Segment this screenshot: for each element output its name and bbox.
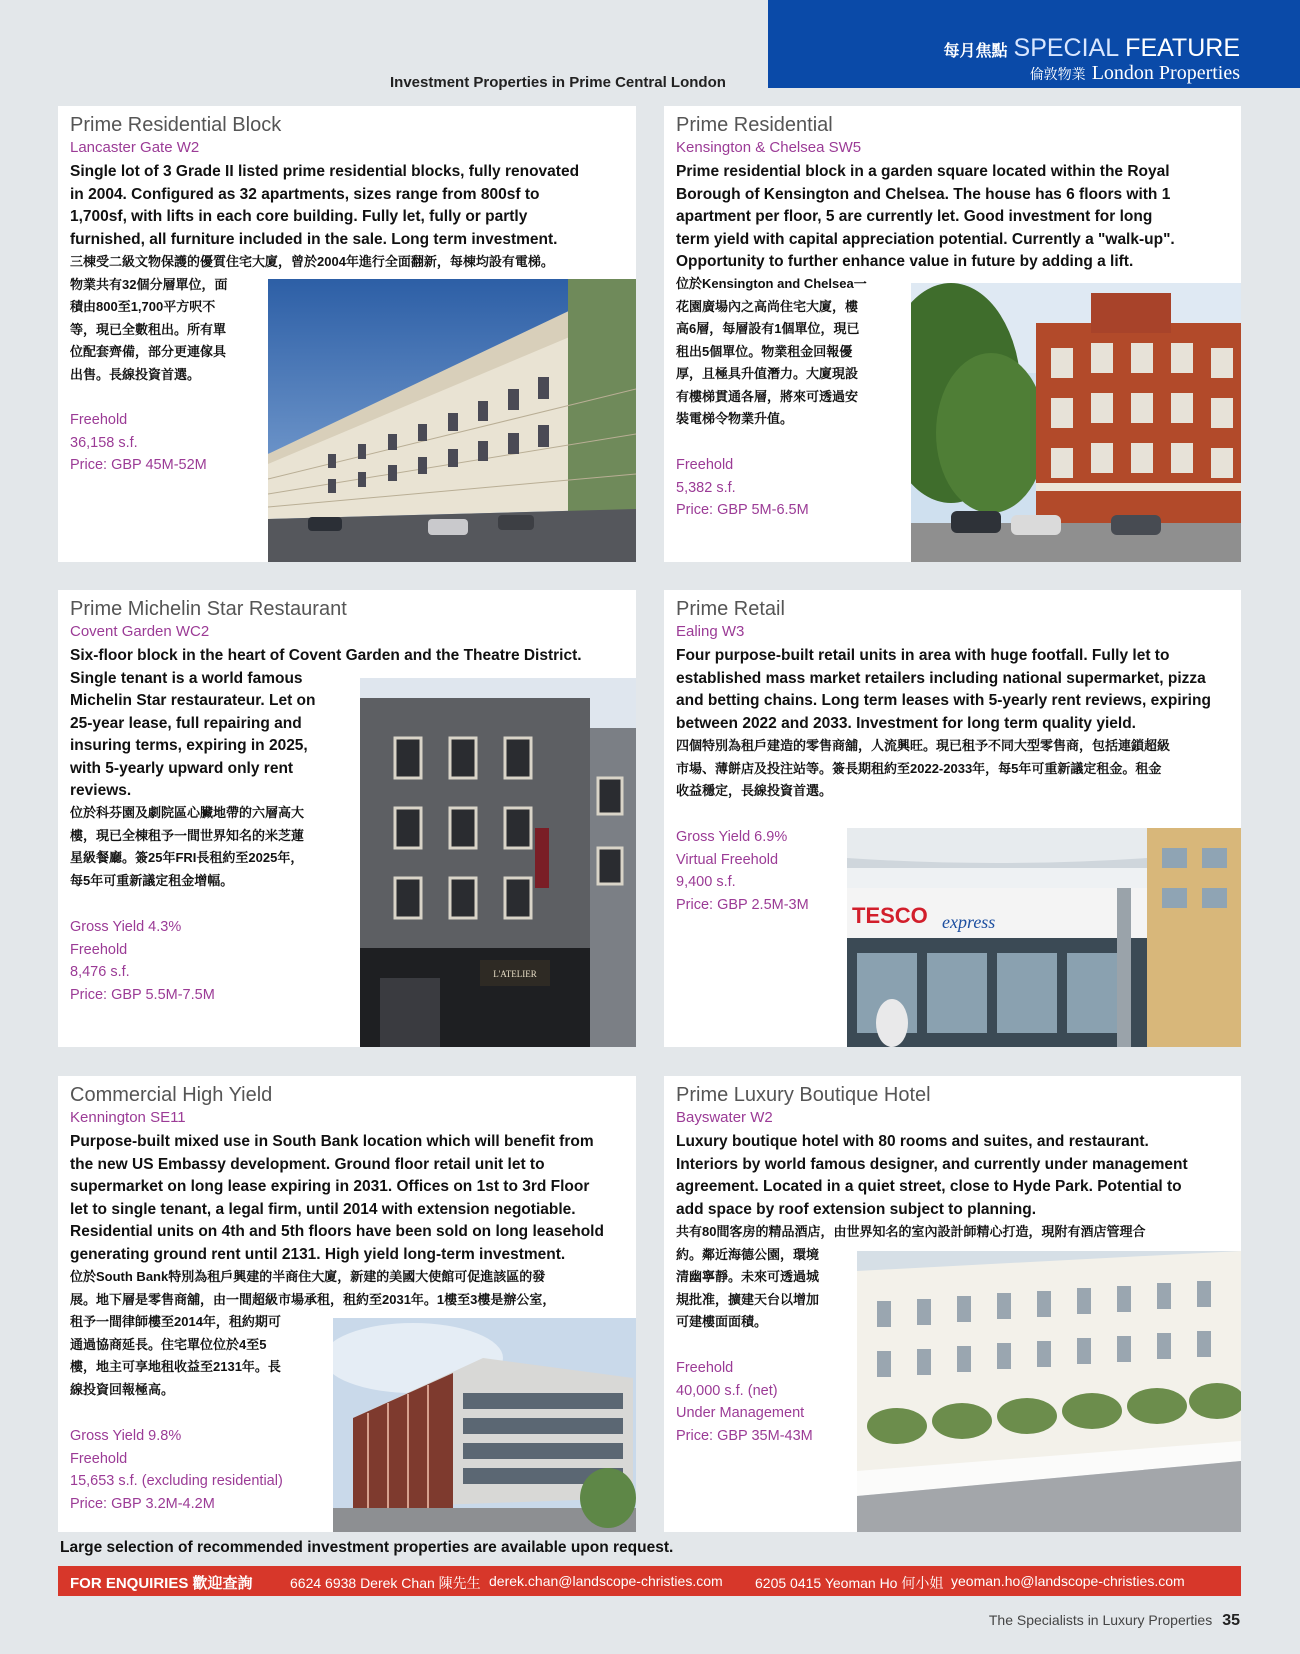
- property-description: Luxury boutique hotel with 80 rooms and suites, and restaurant. Interiors by world famous designer, and currently under management agreement. Located in a quiet street, close to Hyde Park. Potential to add space by roof extension subject to planning.: [676, 1133, 1188, 1218]
- contact-yeoman-phone[interactable]: 6205 0415 Yeoman Ho 何小姐: [755, 1575, 944, 1591]
- property-location: Covent Garden WC2: [70, 623, 210, 640]
- tagline: The Specialists in Luxury Properties: [988, 1612, 1213, 1628]
- enquiry-label: FOR ENQUIRIES 歡迎查詢: [70, 1575, 253, 1592]
- property-facts: Gross Yield 4.3% Freehold 8,476 s.f. Price: GBP 5.5M-7.5M: [70, 919, 215, 1003]
- property-description: Single lot of 3 Grade II listed prime residential blocks, fully renovated in 2004. Configured as 32 apartments, sizes range from 800sf to 1,700sf, with lifts in each core building. Fully let, fully or partly furnished, all furniture included in the sale. Long term investment.: [70, 163, 580, 248]
- tesco-sign: TESCO: [852, 903, 928, 928]
- property-facts: Freehold 5,382 s.f. Price: GBP 5M-6.5M: [676, 457, 809, 518]
- page-footer: [989, 1612, 1240, 1630]
- property-description: Six-floor block in the heart of Covent Garden and the Theatre District. Single tenant is a world famous Michelin Star restaurateur. Let on 25-year lease, full repairing and insuring terms, expiring in 2025, with 5-yearly upward only rent reviews.: [70, 647, 582, 799]
- property-description-zh: 三棟受二級文物保護的優質住宅大廈，曾於2004年進行全面翻新，每棟均設有電梯。 物業共有32個分層單位，面 積由800至1,700平方呎不 等，現已全數租出。所有單 位配套齊備，部分更連傢具 出售。長線投資首選。: [70, 254, 554, 382]
- property-card-kensington-chelsea: [664, 106, 1241, 562]
- property-description-zh: 共有80間客房的精品酒店，由世界知名的室內設計師精心打造，現附有酒店管理合 約。鄰近海德公園，環境 清幽寧靜。未來可透過城 規批准，擴建天台以增加 可建樓面面積。: [676, 1224, 1146, 1329]
- property-card-kennington: [58, 1076, 636, 1532]
- property-title: Prime Residential: [676, 114, 833, 136]
- tesco-express-sign: express: [942, 912, 996, 932]
- header-section-zh: 倫敦物業: [1029, 66, 1086, 82]
- restaurant-sign: L'ATELIER: [493, 969, 537, 979]
- property-photo-terrace: [268, 279, 636, 562]
- page-number: 35: [1222, 1612, 1240, 1629]
- property-photo-mixed-use: [333, 1318, 636, 1532]
- property-title: Prime Residential Block: [70, 114, 282, 136]
- property-description-zh: 位於South Bank特別為租戶興建的半商住大廈，新建的美國大使館可促進該區的發 展。地下層是零售商舖，由一間超級市場承租，租約至2031年。1樓至3樓是辦公室， 租予一間律師樓至2014年，租約期可 通過協商延長。住宅單位位於4至5 樓，地主可享地租收益至2131年。長 線投資回報極高。: [70, 1269, 556, 1397]
- property-facts: Gross Yield 6.9% Virtual Freehold 9,400 s.f. Price: GBP 2.5M-3M: [676, 829, 809, 913]
- property-title: Commercial High Yield: [70, 1084, 273, 1106]
- contact-derek-email[interactable]: derek.chan@landscope-christies.com: [489, 1573, 723, 1589]
- property-facts: Freehold 36,158 s.f. Price: GBP 45M-52M: [70, 412, 207, 473]
- header-section-en: London Properties: [1091, 62, 1240, 84]
- property-location: Kennington SE11: [70, 1109, 186, 1126]
- property-description: Purpose-built mixed use in South Bank location which will benefit from the new US Embassy development. Ground floor retail unit let to supermarket on long lease expiring in 2031. Offices on 1st to 3rd Floor let to single tenant, a legal firm, until 2014 with extension negotiable. Residential units on 4th and 5th floors have been sold on long leasehold generating ground rent until 2131. High yield long-term investment.: [70, 1133, 604, 1263]
- header-feature: FEATURE: [1125, 34, 1240, 62]
- header-special-feature: [944, 34, 1240, 63]
- property-location: Lancaster Gate W2: [70, 139, 200, 156]
- property-photo-redbrick: [911, 283, 1241, 562]
- header-band: [768, 0, 1300, 88]
- property-photo-restaurant: [360, 678, 636, 1047]
- property-card-bayswater: [664, 1076, 1241, 1532]
- property-card-covent-garden: [58, 590, 636, 1047]
- header-special: SPECIAL: [1013, 34, 1119, 62]
- property-description: Prime residential block in a garden square located within the Royal Borough of Kensington and Chelsea. The house has 6 floors with 1 apartment per floor, 5 are currently let. Good investment for long term yield with capital appreciation potential. Currently a "walk-up". Opportunity to further enhance value in future by adding a lift.: [676, 163, 1175, 270]
- property-photo-retail: [847, 828, 1241, 1047]
- contact-derek-phone[interactable]: 6624 6938 Derek Chan 陳先生: [290, 1575, 481, 1591]
- property-card-ealing: [664, 590, 1241, 1047]
- property-facts: Freehold 40,000 s.f. (net) Under Management Price: GBP 35M-43M: [676, 1360, 813, 1444]
- contact-yeoman-email[interactable]: yeoman.ho@landscope-christies.com: [951, 1573, 1185, 1589]
- property-description-zh: 位於科芬園及劇院區心臟地帶的六層高大 樓，現已全棟租予一間世界知名的米芝蓮 星級餐廳。簽25年FRI長租約至2025年， 每5年可重新議定租金增幅。: [70, 805, 305, 888]
- property-title: Prime Retail: [676, 598, 785, 620]
- property-location: Ealing W3: [676, 623, 745, 640]
- property-location: Bayswater W2: [676, 1109, 773, 1126]
- property-title: Prime Luxury Boutique Hotel: [676, 1084, 931, 1106]
- enquiry-bar: [58, 1566, 1241, 1596]
- property-card-lancaster-gate: [58, 106, 636, 562]
- property-description-zh: 四個特別為租戶建造的零售商舖，人流興旺。現已租予不同大型零售商，包括連鎖超級 市場、薄餅店及投注站等。簽長期租約至2022-2033年，每5年可重新議定租金。租金 收益穩定，長線投資首選。: [676, 738, 1171, 798]
- header-section: [1030, 62, 1240, 85]
- property-photo-hotel: [857, 1251, 1241, 1532]
- property-title: Prime Michelin Star Restaurant: [70, 598, 347, 620]
- page-subtitle: Investment Properties in Prime Central London: [390, 74, 726, 91]
- footer-note: Large selection of recommended investment properties are available upon request.: [60, 1539, 674, 1556]
- property-description-zh: 位於Kensington and Chelsea一 花園廣場內之高尚住宅大廈，樓 高6層，每層設有1個單位，現已 租出5個單位。物業租金回報優 厚，且極具升值潛力。大廈現設 有樓梯貫通各層，將來可透過安 裝電梯令物業升值。: [676, 276, 867, 426]
- property-location: Kensington & Chelsea SW5: [676, 139, 862, 156]
- property-facts: Gross Yield 9.8% Freehold 15,653 s.f. (excluding residential) Price: GBP 3.2M-4.2M: [70, 1428, 283, 1512]
- header-zh-label: 每月焦點: [943, 43, 1008, 60]
- property-description: Four purpose-built retail units in area with huge footfall. Fully let to established mass market retailers including national supermarket, pizza and betting chains. Long term leases with 5-yearly rent reviews, expiring between 2022 and 2033. Investment for long term quality yield.: [676, 647, 1211, 732]
